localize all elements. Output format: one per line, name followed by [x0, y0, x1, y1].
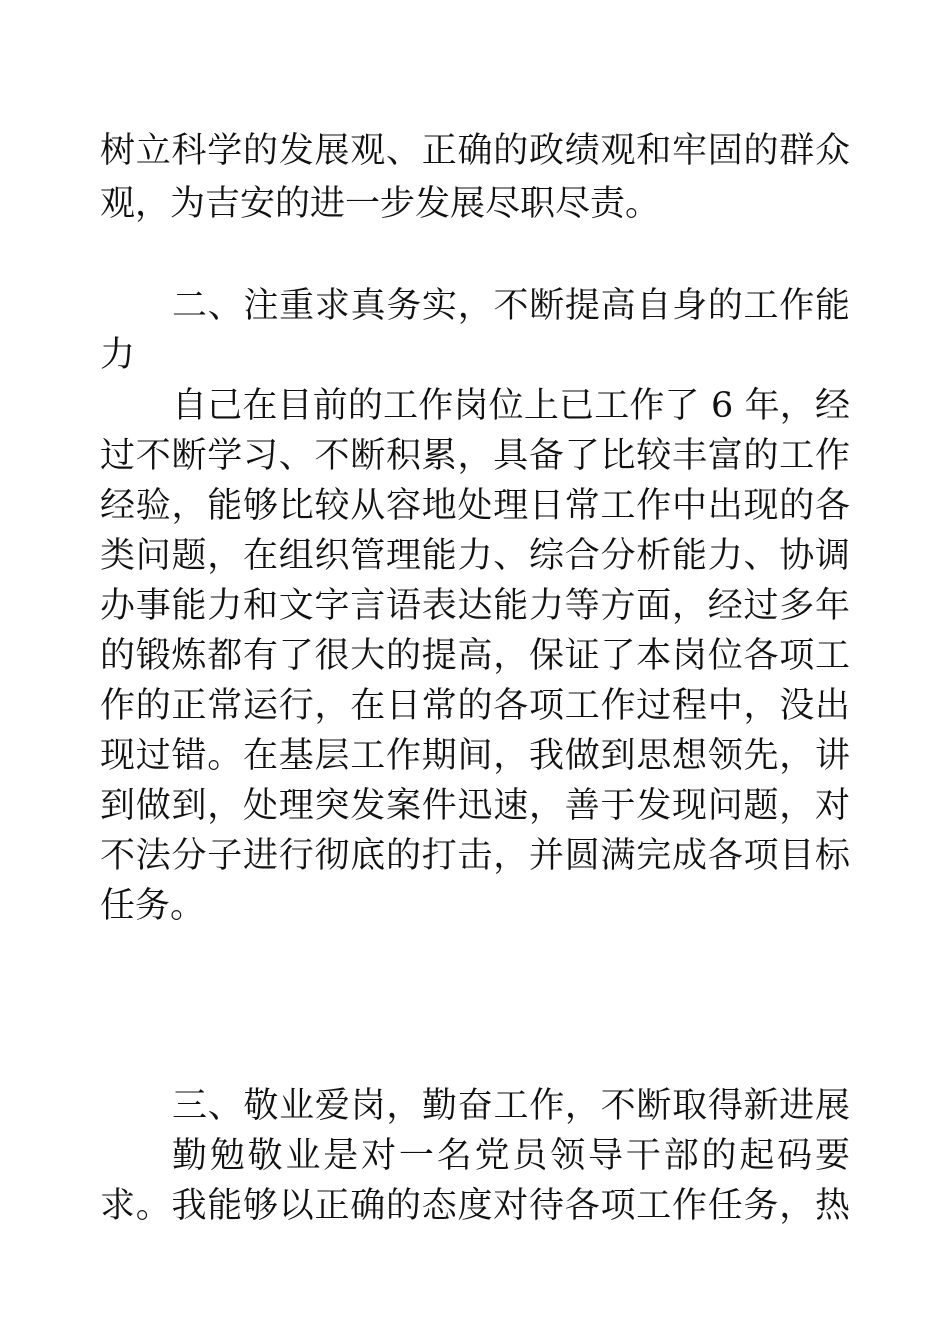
- text-line-15: 任务。: [100, 886, 206, 926]
- section-heading-3: 三、敬业爱岗，勤奋工作，不断取得新进展: [172, 1086, 850, 1126]
- text-line-11: 作的正常运行，在日常的各项工作过程中，没出: [100, 686, 850, 726]
- text-line-1: 树立科学的发展观、正确的政绩观和牢固的群众: [100, 131, 850, 171]
- text-line-18: 求。我能够以正确的态度对待各项工作任务，热: [100, 1186, 850, 1226]
- text-line-8: 类问题，在组织管理能力、综合分析能力、协调: [100, 536, 850, 576]
- section-heading-2: 二、注重求真务实，不断提高自身的工作能: [172, 286, 850, 326]
- section-heading-2-cont: 力: [100, 335, 136, 375]
- text-line-2: 观，为吉安的进一步发展尽职尽责。: [100, 184, 661, 224]
- text-line-5: 自己在目前的工作岗位上已工作了 6 年，经: [172, 386, 850, 426]
- text-line-14: 不法分子进行彻底的打击，并圆满完成各项目标: [100, 836, 850, 876]
- text-line-10: 的锻炼都有了很大的提高，保证了本岗位各项工: [100, 636, 850, 676]
- text-line-7: 经验，能够比较从容地处理日常工作中出现的各: [100, 486, 850, 526]
- text-line-12: 现过错。在基层工作期间，我做到思想领先，讲: [100, 736, 850, 776]
- text-line-9: 办事能力和文字言语表达能力等方面，经过多年: [100, 586, 850, 626]
- text-line-6: 过不断学习、不断积累，具备了比较丰富的工作: [100, 436, 850, 476]
- text-line-13: 到做到，处理突发案件迅速，善于发现问题，对: [100, 786, 850, 826]
- text-line-17: 勤勉敬业是对一名党员领导干部的起码要: [172, 1136, 850, 1176]
